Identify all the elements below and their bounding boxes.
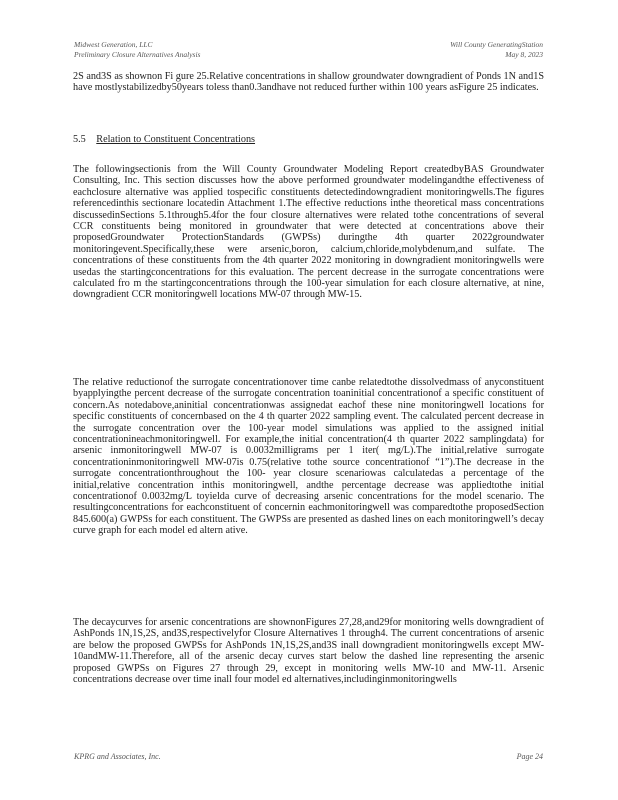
footer-page-number: Page 24 — [516, 752, 543, 761]
section-heading — [73, 134, 255, 145]
paragraph-1: 2S and3S as shownon Fi gure 25.Relative concentrations in shallow groundwater downgradient of Ponds 1N and1S have mostlystabilizedby50years toless than0.3andhave not reduced further within 100 years asFigure 25 indicates. — [73, 71, 544, 94]
paragraph-2: The followingsectionis from the Will County Groundwater Modeling Report createdbyBAS Groundwater Consulting, Inc. This section discusses how the above performed groundwater modelingandthe effectiveness of eachclosure alternative was applied tospecific constituents detectedindowngradient monitoringwells.The figures referencedinthis sectionare locatedin Attachment 1.The effective reductions inthe theoretical mass concentrations discussedinSections 5.1through5.4for the four closure alternatives were related tothe concentrations of several CCR constituents being monitored in groundwater that were detected at concentrations above their proposedGroundwater ProtectionStandards (GWPSs) duringthe 4th quarter 2022groundwater monitoringevent.Specifically,these were arsenic,boron, calcium,chloride,molybdenum,and sulfate. The concentrations of these constituents from the 4th quarter 2022 monitoring in downgradient monitoringwells were usedas the startingconcentrations for this evaluation. The percent decrease in the surrogate concentrations were calculated fro m the startingconcentrations through the 100-year simulation for each closure alternative, at nine, downgradient CCR monitoringwell locations MW-07 through MW-15. — [73, 164, 544, 301]
header-company: Midwest Generation, LLC — [74, 40, 153, 49]
page-header-right — [450, 40, 543, 60]
page-header-left — [74, 40, 200, 60]
section-title: Relation to Constituent Concentrations — [96, 134, 256, 145]
section-number: 5.5 — [73, 134, 86, 145]
paragraph-3: The relative reductionof the surrogate concentrationover time canbe relatedtothe dissolvedmass of anyconstituent byapplyingthe percent decrease of the surrogate concentration toaninitial concentrationof a specific constituent of concern.As notedabove,aninitial concentrationwas assignedat eachof these nine monitoringwell locations for specific constituents of concernbased on the 4 th quarter 2022 sampling event. The calculated percent decrease in the surrogate concentration over the 100-year model simulations was applied to the assigned initial concentrationineachmonitoringwell. For example,the initial concentration(4 th quarter 2022 samplingdata) for arsenic inmonitoringwell MW-07 is 0.0032milligrams per 1 iter( mg/L).The initial,relative surrogate concentrationinmonitoringwell MW-07is 0.75(relative tothe source concentrationof “1”).The decrease in the surrogate concentrationthroughout the 100- year closure scenariowas calculatedas a percentage of the initial,relative concentration inthis monitoringwell, andthe percentage decrease was appliedtothe initial concentrationof 0.0032mg/L toyielda curve of decreasing arsenic concentrations for the model scenario. The resultingconcentrations for eachconstituent of concernin eachmonitoringwell was comparedtothe proposedSection 845.600(a) GWPSs for each constituent. The GWPSs are presented as dashed lines on each monitoringwell’s decay curve graph for each model ed altern ative. — [73, 377, 544, 537]
header-report-title: Preliminary Closure Alternatives Analysis — [74, 50, 201, 59]
header-date: May 8, 2023 — [505, 50, 543, 59]
header-station: Will County GeneratingStation — [450, 40, 543, 49]
footer-company: KPRG and Associates, Inc. — [74, 752, 161, 761]
paragraph-4: The decaycurves for arsenic concentrations are shownonFigures 27,28,and29for monitoring wells downgradient of AshPonds 1N,1S,2S, and3S,respectivelyfor Closure Alternatives 1 through4. The current concentrations of arsenic are below the proposed GWPSs for AshPonds 1N,1S,2S,and3S inall downgradient monitoringwells except MW-10andMW-11.Therefore, all of the arsenic decay curves start below the dashed line representing the arsenic proposed GWPSs on Figures 27 through 29, except in monitoring wells MW-10 and MW-11. Arsenic concentrations decrease over time inall four model ed alternatives,includinginmonitoringwells — [73, 617, 544, 686]
